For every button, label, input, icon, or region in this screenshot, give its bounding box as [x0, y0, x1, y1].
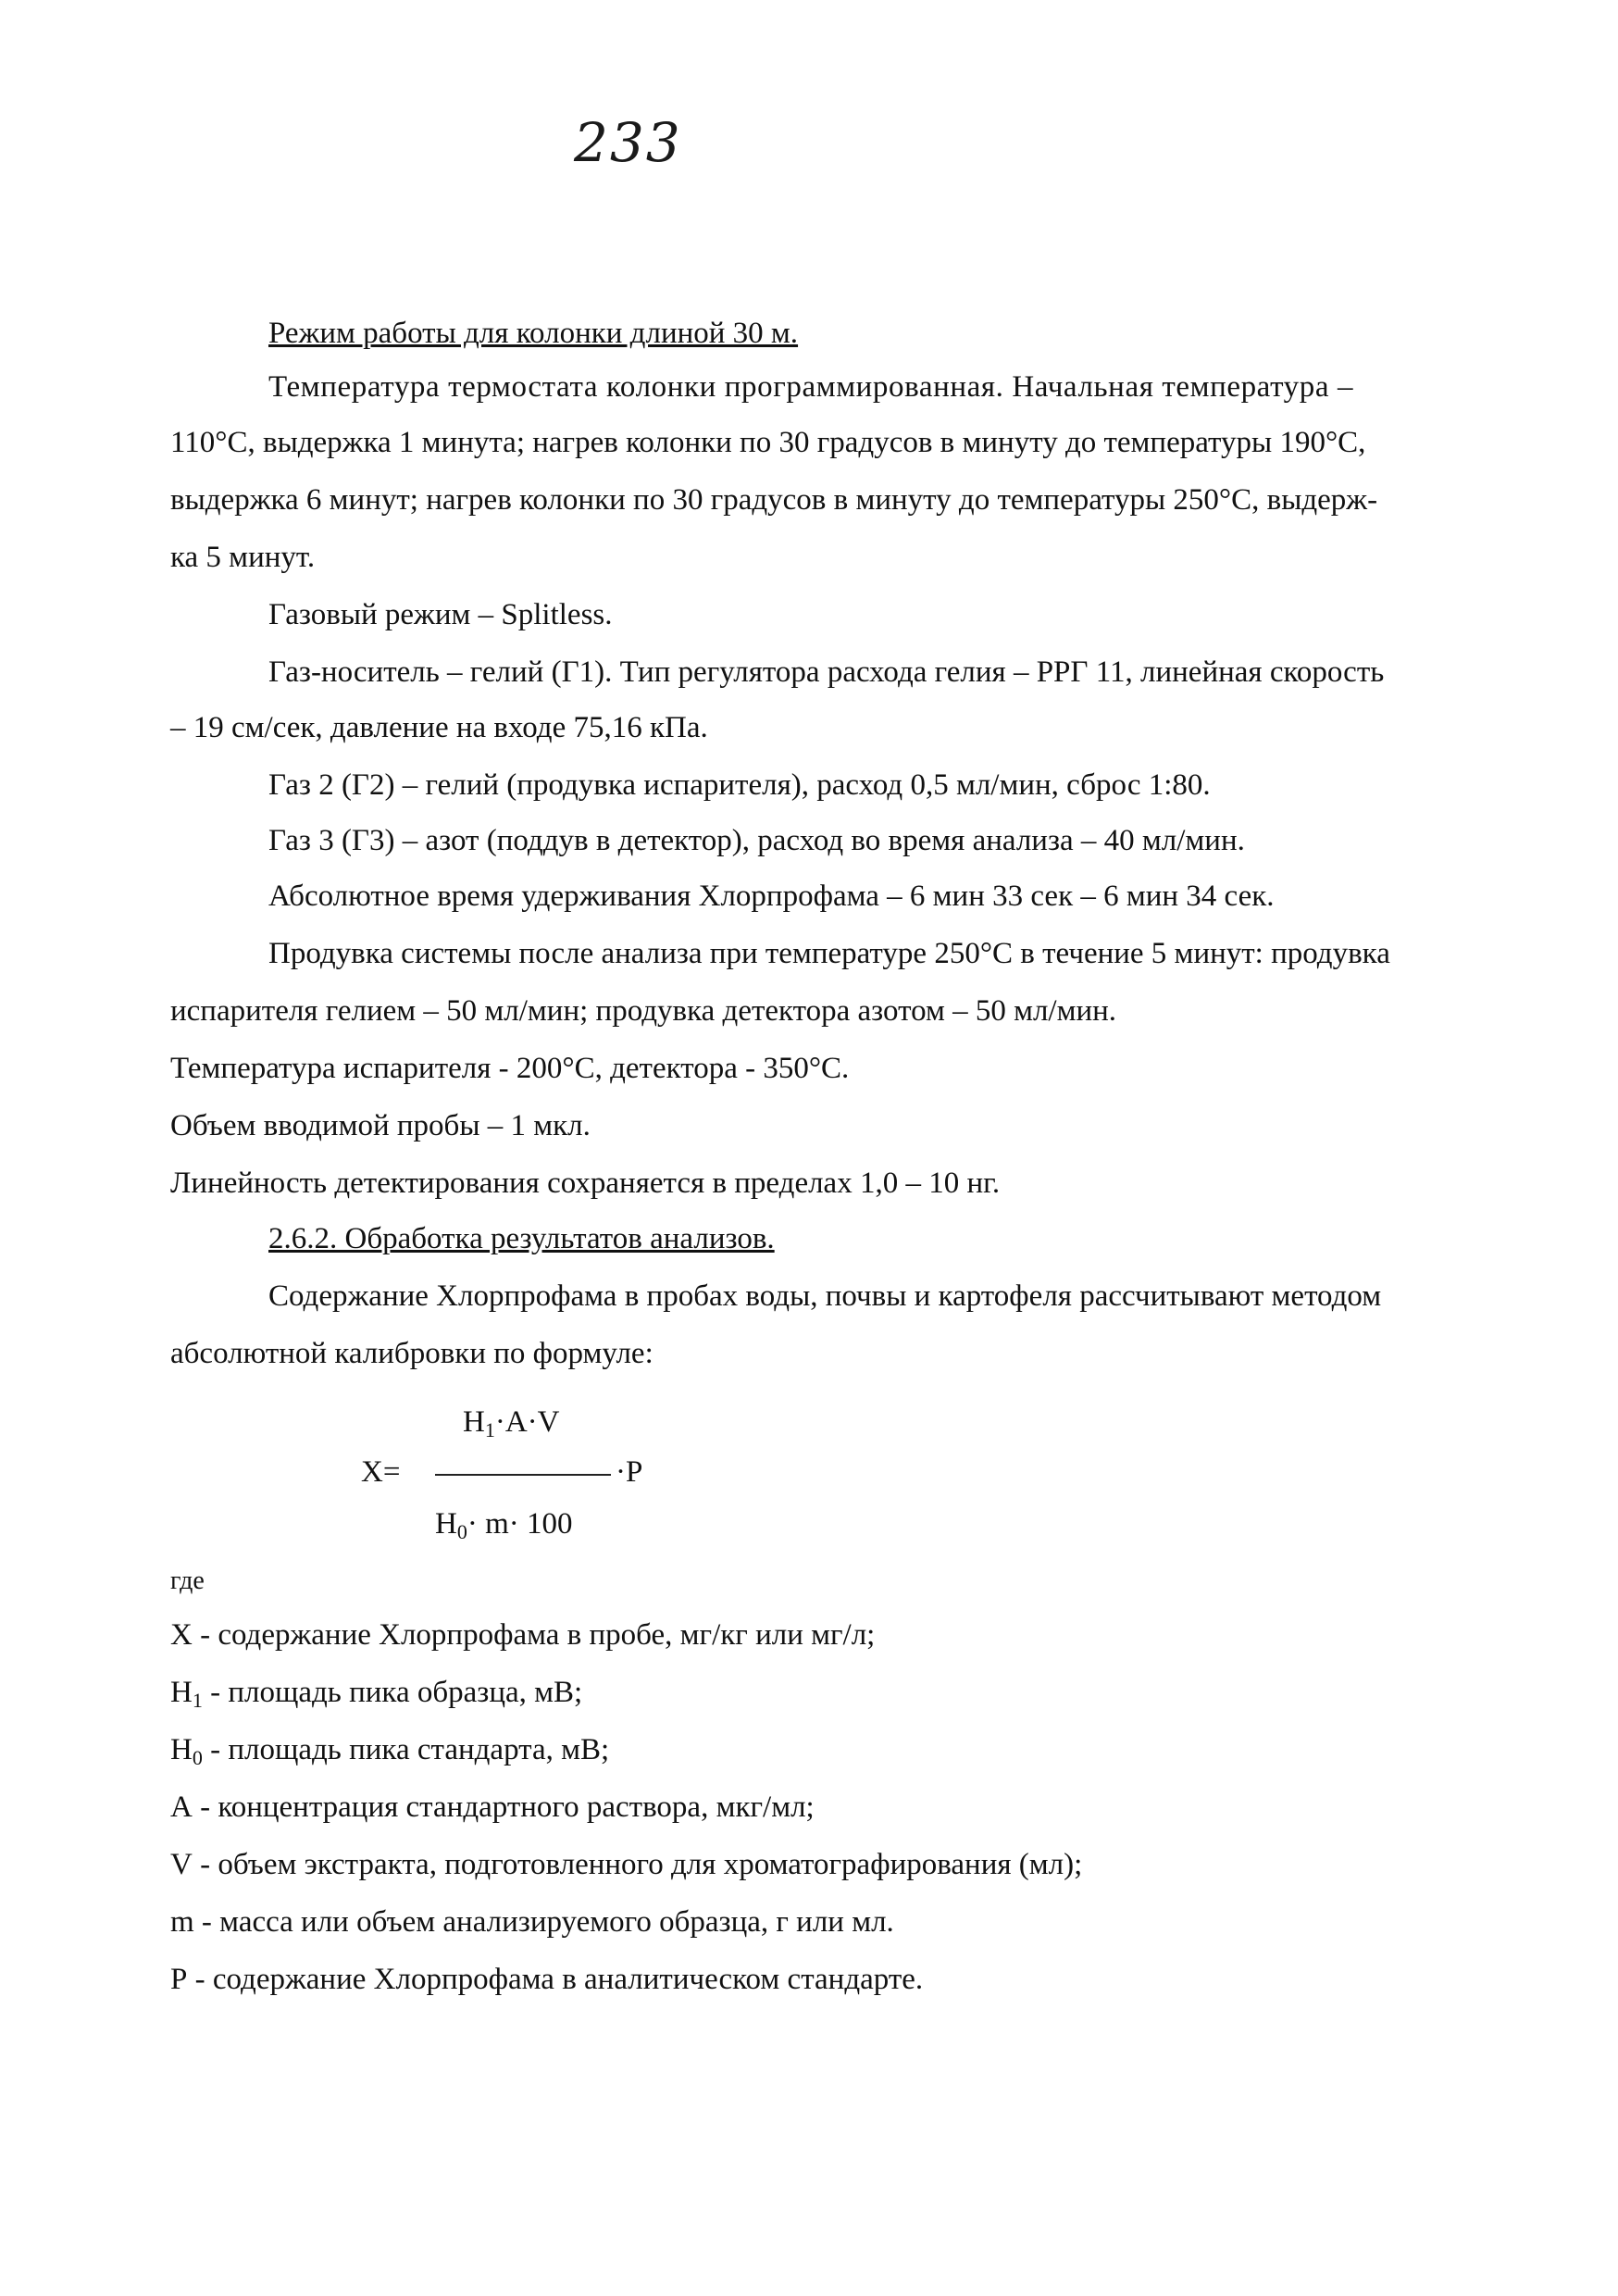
text-line: Газ 2 (Г2) – гелий (продувка испарителя), расход 0,5 мл/мин, сброс 1:80.	[268, 768, 1211, 802]
definition-line: $H_0$ - площадь пика стандарта, мВ;	[170, 1733, 610, 1769]
text-line: Газовый режим – Splitless.	[268, 598, 613, 631]
formula-lhs: X=	[361, 1455, 401, 1489]
where-label: где	[170, 1566, 205, 1595]
definition-line: $H_1$ - площадь пика образца, мВ;	[170, 1676, 583, 1712]
formula-denominator: $H_0\cdot m\cdot 100$	[435, 1507, 573, 1543]
text-line: Абсолютное время удерживания Хлорпрофама – 6 мин 33 сек – 6 мин 34 сек.	[268, 880, 1275, 913]
text-line: Температура испарителя - 200°С, детектора - 350°С.	[170, 1052, 850, 1085]
mode-heading: Режим работы для колонки длиной 30 м.	[268, 317, 799, 350]
text-line: Температура термостата колонки программированная. Начальная температура –	[268, 370, 1354, 404]
definition-line: V - объем экстракта, подготовленного для хроматографирования (мл);	[170, 1848, 1083, 1881]
text-line: Линейность детектирования сохраняется в пределах 1,0 – 10 нг.	[170, 1167, 1001, 1200]
text-line: Объем вводимой пробы – 1 мкл.	[170, 1109, 591, 1142]
text-line: выдержка 6 минут; нагрев колонки по 30 градусов в минуту до температуры 250°С, выдерж-	[170, 483, 1378, 517]
definition-line: P - содержание Хлорпрофама в аналитическом стандарте.	[170, 1963, 924, 1996]
text-line: Газ 3 (Г3) – азот (поддув в детектор), расход во время анализа – 40 мл/мин.	[268, 824, 1245, 857]
fraction-bar	[435, 1474, 611, 1476]
definition-line: m - масса или объем анализируемого образца, г или мл.	[170, 1905, 894, 1939]
text-line: – 19 см/сек, давление на входе 75,16 кПа.	[170, 711, 708, 744]
page-number: 233	[574, 111, 682, 174]
formula-multiplier: ·P	[616, 1455, 643, 1489]
definition-line: X - содержание Хлорпрофама в пробе, мг/кг или мг/л;	[170, 1618, 876, 1652]
text-line: Содержание Хлорпрофама в пробах воды, почвы и картофеля рассчитывают методом	[268, 1279, 1382, 1313]
text-line: 110°С, выдержка 1 минута; нагрев колонки по 30 градусов в минуту до температуры 190°С,	[170, 426, 1366, 459]
text-line: Продувка системы после анализа при температуре 250°С в течение 5 минут: продувка	[268, 937, 1390, 970]
section-heading: 2.6.2. Обработка результатов анализов.	[268, 1222, 775, 1255]
text-line: испарителя гелием – 50 мл/мин; продувка детектора азотом – 50 мл/мин.	[170, 994, 1117, 1028]
text-line: Газ-носитель – гелий (Г1). Тип регулятора расхода гелия – РРГ 11, линейная скорость	[268, 655, 1385, 689]
text-line: абсолютной калибровки по формуле:	[170, 1337, 653, 1370]
formula-numerator: $H_1\cdot A\cdot V$	[463, 1405, 560, 1441]
definition-line: A - концентрация стандартного раствора, мкг/мл;	[170, 1791, 815, 1824]
text-line: ка 5 минут.	[170, 541, 316, 574]
